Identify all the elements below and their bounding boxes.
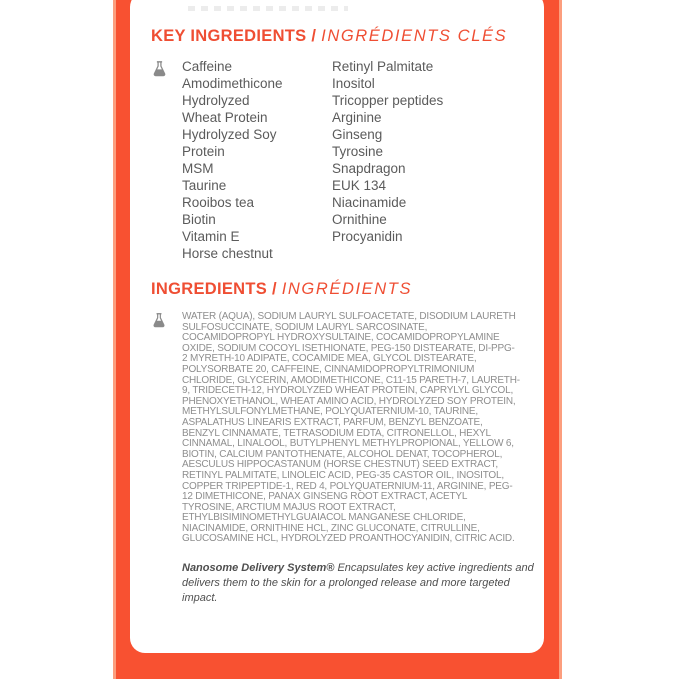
key-ingredient-item: Tricopper peptides: [332, 93, 444, 108]
nanosome-footnote-text: Encapsulates key active ingredients and delivers them to the skin for a prolonged release and more targeted impact.: [182, 562, 534, 605]
cropped-text-fragment: [188, 6, 348, 11]
packaging-panel: [113, 0, 562, 679]
key-ingredient-item: Niacinamide: [332, 195, 407, 210]
flask-icon: [151, 312, 169, 333]
key-ingredient-item: Amodimethicone: [182, 76, 283, 91]
key-ingredient-item: Arginine: [332, 110, 382, 125]
ingredients-heading: [151, 280, 520, 299]
key-ingredient-item: Ginseng: [332, 127, 383, 142]
key-ingredient-item: Hydrolyzed Wheat Protein: [182, 93, 268, 125]
key-ingredient-item: Procyanidin: [332, 229, 403, 244]
key-ingredient-item: Hydrolyzed Soy Protein: [182, 127, 277, 159]
key-ingredient-item: Vitamin E: [182, 229, 240, 244]
key-ingredient-item: Caffeine: [182, 59, 233, 74]
key-ingredient-item: EUK 134: [332, 178, 387, 193]
ingredients-heading-fr: INGRÉDIENTS: [281, 280, 413, 298]
key-ingredients-heading: [151, 27, 520, 46]
ingredients-heading-en: INGREDIENTS: [151, 280, 268, 298]
key-ingredient-item: Biotin: [182, 212, 216, 227]
key-ingredients-heading-fr: INGRÉDIENTS CLÉS: [321, 27, 508, 45]
key-ingredient-item: MSM: [182, 161, 214, 176]
key-ingredient-item: Horse chestnut: [182, 246, 273, 261]
key-ingredient-item: Tyrosine: [332, 144, 384, 159]
flask-icon: [151, 60, 169, 82]
ingredients-paragraph: WATER (AQUA), SODIUM LAURYL SULFOACETATE, DISODIUM LAURETH SULFOSUCCINATE, SODIUM LAURYL SARCOSINATE, COCAMIDOPROPYL HYDROXYSULTAINE, COCAMIDOPROPYLAMINE OXIDE, SODIUM COCOYL ISETHIONATE, PEG-150 DISTEARATE, DI-PPG-2 MYRETH-10 ADIPATE, COCAMIDE MEA, GLYCOL DISTEARATE, POLYSORBATE 20, CAFFEINE, CINNAMIDOPROPYLTRIMONIUM CHLORIDE, GLYCERIN, AMODIMETHICONE, C11-15 PARETH-7, LAURETH-9, TRIDECETH-12, HYDROLYZED WHEAT PROTEIN, CAPRYLYL GLYCOL, PHENOXYETHANOL, WHEAT AMINO ACID, HYDROLYZED SOY PROTEIN, METHYLSULFONYLMETHANE, POLYQUATERNIUM-10, TAURINE, ASPALATHUS LINEARIS EXTRACT, PARFUM, BENZYL BENZOATE, BENZYL CINNAMATE, TETRASODIUM EDTA, CITRONELLOL, HEXYL CINNAMAL, LINALOOL, BUTYLPHENYL METHYLPROPIONAL, YELLOW 6, BIOTIN, CALCIUM PANTOTHENATE, ALCOHOL DENAT, TOCOPHEROL, AESCULUS HIPPOCASTANUM (HORSE CHESTNUT) SEED EXTRACT, RETINYL PALMITATE, LINOLEIC ACID, PEG-35 CASTOR OIL, INOSITOL, COPPER TRIPEPTIDE-1, RED 4, POLYQUATERNIUM-11, ARGININE, PEG-12 DIMETHICONE, PANAX GINSENG ROOT EXTRACT, ACETYL TYROSINE, ARCTIUM MAJUS ROOT EXTRACT, ETHYLBISIMINOMETHYLGUAIACOL MANGANESE CHLORIDE, NIACINAMIDE, ORNITHINE HCL, ZINC GLUCONATE, CITRULLINE, GLUCOSAMINE HCL, HYDROLYZED PROANTHOCYANIDIN, CITRIC ACID.: [182, 311, 520, 545]
key-ingredients-heading-en: KEY INGREDIENTS: [151, 27, 307, 45]
key-ingredient-item: Taurine: [182, 178, 227, 193]
key-ingredients-column-right: [332, 58, 502, 245]
key-ingredient-item: Ornithine: [332, 212, 387, 227]
key-ingredient-item: Inositol: [332, 76, 375, 91]
heading-separator: /: [306, 27, 322, 45]
key-ingredient-item: Snapdragon: [332, 161, 406, 176]
nanosome-footnote-lead: Nanosome Delivery System®: [182, 562, 335, 575]
heading-separator: /: [267, 280, 282, 298]
key-ingredient-item: Rooibos tea: [182, 195, 255, 210]
key-ingredients-block: [151, 58, 520, 262]
ingredients-block: [151, 312, 520, 545]
key-ingredient-item: Retinyl Palmitate: [332, 59, 434, 74]
key-ingredients-column-left: [182, 58, 283, 262]
ingredients-label-card: [130, 0, 544, 653]
nanosome-footnote: [182, 561, 534, 606]
